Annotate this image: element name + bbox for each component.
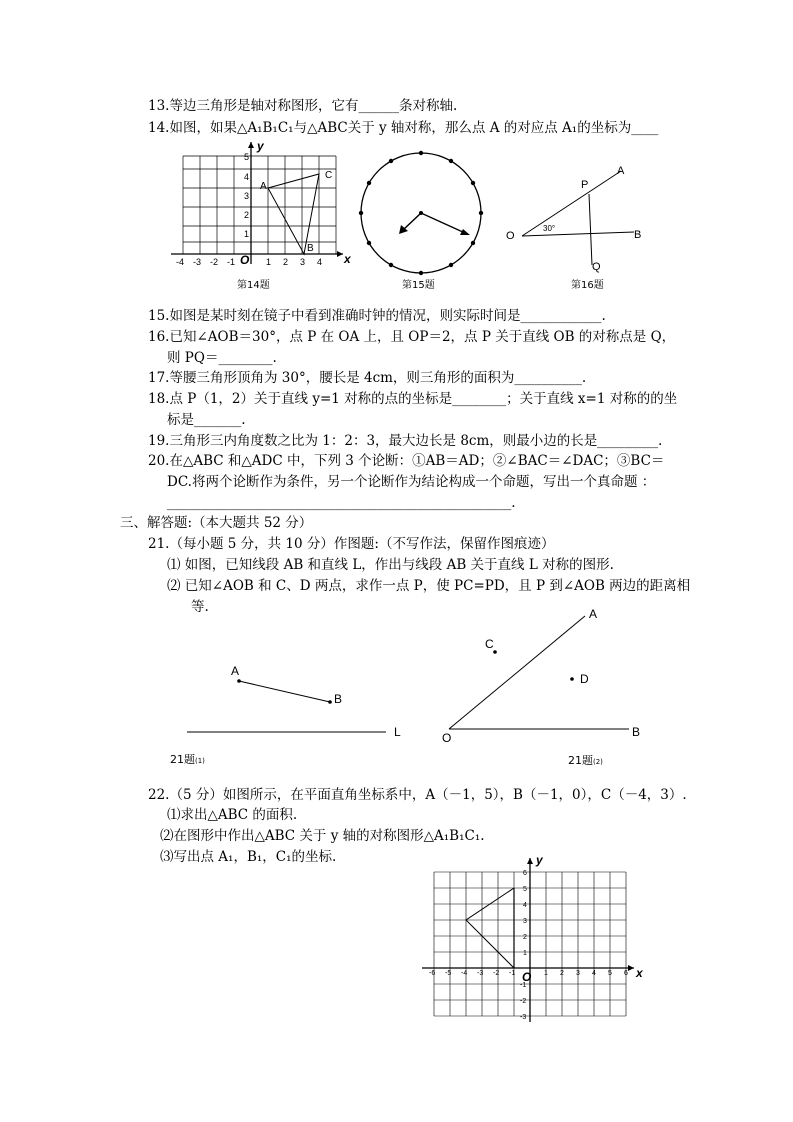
y-tick: 5 bbox=[523, 886, 527, 893]
y-tick: -2 bbox=[520, 998, 527, 1005]
question-22-part-1: ⑴求出△ABC 的面积. bbox=[167, 807, 298, 823]
x-tick: -3 bbox=[477, 970, 484, 977]
x-tick: 1 bbox=[266, 257, 272, 267]
point-d bbox=[570, 677, 574, 681]
x-tick: -5 bbox=[445, 970, 452, 977]
y-tick: 4 bbox=[244, 172, 250, 182]
label-q: Q bbox=[592, 261, 601, 273]
label-b: B bbox=[307, 243, 314, 254]
label-p: P bbox=[581, 179, 589, 191]
point-c bbox=[493, 650, 497, 654]
label-o: O bbox=[442, 731, 452, 745]
figure-14 bbox=[165, 138, 350, 298]
question-18-line-1: 18.点 P（1，2）关于直线 y=1 对称的点的坐标是________；关于直线 x=1 对称的的坐 bbox=[148, 391, 678, 407]
x-tick: 4 bbox=[317, 257, 323, 267]
y-tick: 3 bbox=[523, 918, 527, 925]
figure-15 bbox=[355, 145, 490, 295]
x-tick: -4 bbox=[176, 257, 185, 267]
axis-x-label: x bbox=[636, 966, 643, 980]
segment-pq bbox=[589, 194, 592, 265]
label-c: C bbox=[325, 170, 333, 181]
x-arrow-icon bbox=[628, 965, 634, 971]
x-tick: -2 bbox=[210, 257, 219, 267]
point-b bbox=[328, 700, 332, 704]
label-b: B bbox=[334, 692, 343, 706]
y-tick: 1 bbox=[244, 229, 250, 239]
x-tick: 1 bbox=[544, 970, 548, 977]
question-21-part-1: ⑴ 如图，已知线段 AB 和直线 L，作出与线段 AB 关于直线 L 对称的图形. bbox=[167, 557, 614, 573]
label-c: C bbox=[485, 637, 494, 651]
x-tick: 2 bbox=[560, 970, 564, 977]
angle-label: 30° bbox=[543, 224, 556, 233]
x-tick: -6 bbox=[429, 970, 436, 977]
figure-14-axes bbox=[171, 142, 343, 264]
hour-hand bbox=[403, 213, 421, 230]
y-tick: -3 bbox=[520, 1014, 527, 1021]
segment-ab bbox=[239, 681, 330, 702]
figure-22-axes bbox=[422, 858, 634, 1022]
question-21-part-2-line-1: ⑵ 已知∠AOB 和 C、D 两点，求作一点 P，使 PC=PD，且 P 到∠AOB 两边的距离相 bbox=[167, 578, 691, 594]
y-tick-labels bbox=[520, 870, 527, 1021]
x-tick: -1 bbox=[509, 970, 516, 977]
x-tick: 3 bbox=[576, 970, 580, 977]
question-14: 14.如图，如果△A₁B₁C₁与△ABC关于 y 轴对称，那么点 A 的对应点 A₁的坐标为____ bbox=[148, 120, 659, 136]
label-b: B bbox=[632, 725, 641, 739]
ray-oa bbox=[449, 616, 585, 729]
point-a bbox=[237, 679, 241, 683]
figure-21-1 bbox=[160, 650, 420, 770]
question-15: 15.如图是某时刻在镜子中看到准确时钟的情况，则实际时间是____________. bbox=[148, 308, 606, 324]
question-20-line-1: 20.在△ABC 和△ADC 中，下列 3 个论断：①AB＝AD；②∠BAC＝∠DAC；③BC＝ bbox=[148, 453, 665, 469]
x-tick: 3 bbox=[300, 257, 306, 267]
question-16-line-1: 16.已知∠AOB＝30°，点 P 在 OA 上，且 OP＝2，点 P 关于直线 OB 的对称点是 Q， bbox=[148, 329, 676, 345]
question-22-part-2: ⑵在图形中作出△ABC 关于 y 轴的对称图形△A₁B₁C₁. bbox=[160, 828, 485, 844]
x-tick: -1 bbox=[227, 257, 236, 267]
y-tick: 4 bbox=[523, 902, 527, 909]
section-3-heading: 三、解答题:（本大题共 52 分） bbox=[120, 515, 313, 531]
x-tick: 2 bbox=[283, 257, 289, 267]
axis-x-label: x bbox=[344, 252, 351, 266]
x-tick: 4 bbox=[592, 970, 596, 977]
x-tick: -4 bbox=[461, 970, 468, 977]
origin-label: O bbox=[522, 970, 532, 984]
x-tick: 5 bbox=[608, 970, 612, 977]
y-arrow-icon bbox=[248, 142, 254, 148]
minute-hand bbox=[421, 213, 465, 233]
label-b: B bbox=[634, 229, 642, 241]
label-a: A bbox=[231, 664, 240, 678]
question-20-line-2: DC.将两个论断作为条件，另一个论断作为结论构成一个命题，写出一个真命题 ： bbox=[167, 474, 656, 490]
y-tick: -1 bbox=[520, 982, 527, 989]
question-20-line-3: ___________________________________________________. bbox=[167, 495, 516, 511]
x-tick: -3 bbox=[193, 257, 202, 267]
minute-hand-arrow-icon bbox=[460, 229, 470, 235]
label-o: O bbox=[506, 230, 515, 242]
figure-21-1-caption: 21题(1) bbox=[170, 753, 205, 766]
question-19: 19.三角形三内角度数之比为 1：2：3，最大边长是 8cm，则最小边的长是_________. bbox=[148, 433, 663, 449]
figure-21-2-caption: 21题(2) bbox=[568, 754, 603, 767]
question-16-line-2: 则 PQ＝________. bbox=[167, 350, 277, 366]
origin-label: O bbox=[240, 253, 250, 267]
label-a: A bbox=[589, 607, 598, 621]
clock-center bbox=[419, 211, 423, 215]
y-tick: 3 bbox=[244, 191, 250, 201]
question-22: 22.（5 分）如图所示，在平面直角坐标系中，A（－1，5），B（－1，0），C（－4，3）. bbox=[148, 787, 687, 803]
y-tick: 1 bbox=[523, 950, 527, 957]
y-tick: 2 bbox=[523, 934, 527, 941]
y-tick: 5 bbox=[244, 152, 250, 162]
question-13: 13.等边三角形是轴对称图形，它有______条对称轴. bbox=[148, 98, 458, 114]
ray-ob bbox=[522, 232, 634, 236]
figure-22 bbox=[422, 852, 650, 1030]
figure-15-caption: 第15题 bbox=[402, 280, 435, 291]
label-l: L bbox=[394, 725, 401, 739]
label-a: A bbox=[260, 181, 267, 192]
figure-16 bbox=[500, 160, 670, 295]
axis-y-label: y bbox=[257, 139, 264, 153]
axis-y-label: y bbox=[536, 853, 543, 867]
question-22-part-3: ⑶写出点 A₁，B₁，C₁的坐标. bbox=[160, 849, 337, 865]
question-21: 21.（每小题 5 分，共 10 分）作图题:（不写作法，保留作图痕迹） bbox=[148, 536, 555, 552]
figure-14-caption: 第14题 bbox=[237, 280, 270, 291]
label-a: A bbox=[617, 165, 625, 177]
ray-oa bbox=[522, 171, 621, 236]
label-d: D bbox=[580, 672, 589, 686]
figure-21-2 bbox=[435, 605, 665, 770]
question-21-part-2-line-2: 等. bbox=[191, 599, 209, 615]
triangle-abc bbox=[466, 888, 514, 968]
y-arrow-icon bbox=[527, 858, 533, 864]
x-tick: -2 bbox=[493, 970, 500, 977]
question-17: 17.等腰三角形顶角为 30°，腰长是 4cm，则三角形的面积为__________. bbox=[148, 370, 587, 386]
figure-16-caption: 第16题 bbox=[571, 280, 604, 291]
question-18-line-2: 标是_______. bbox=[167, 412, 246, 428]
y-tick: 6 bbox=[523, 870, 527, 877]
x-tick: 6 bbox=[624, 970, 628, 977]
x-arrow-icon bbox=[337, 251, 343, 257]
y-tick: 2 bbox=[244, 210, 250, 220]
